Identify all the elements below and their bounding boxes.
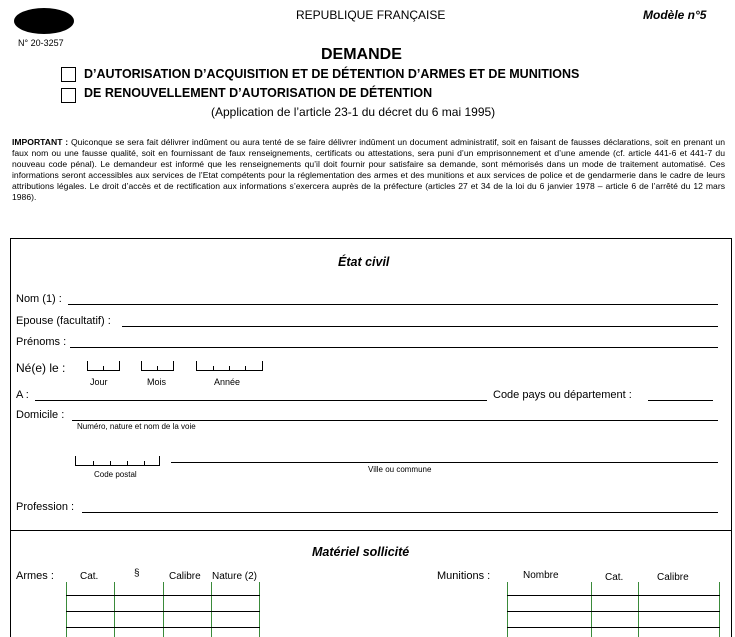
page-title: DEMANDE — [321, 46, 402, 63]
jour-field[interactable] — [87, 361, 120, 371]
prenoms-field[interactable] — [70, 347, 718, 348]
domicile-field[interactable] — [72, 420, 718, 421]
lieu-label: A : — [16, 389, 29, 401]
republique-heading: REPUBLIQUE FRANÇAISE — [296, 8, 446, 22]
armes-cat-header: Cat. — [80, 571, 99, 582]
cerfa-number: N° 20-3257 — [18, 38, 64, 48]
prenoms-label: Prénoms : — [16, 336, 67, 348]
armes-label: Armes : — [16, 570, 54, 582]
section-divider — [10, 530, 732, 531]
mois-label: Mois — [147, 377, 167, 387]
munitions-cat-header: Cat. — [605, 572, 624, 583]
renewal-option-label: DE RENOUVELLEMENT D’AUTORISATION DE DÉTENTION — [84, 86, 433, 100]
important-text: Quiconque se sera fait délivrer indûment ou aura tenté de se faire délivrer indûment un document administratif, soit en faisant de fausses déclarations, soit en prenant un faux nom ou une fausse qualité, soit en fournissant de faux renseignements, certificats ou attestations, sera puni d’un emprisonnement et d’une amende (cf. article 441-6 et 441-7 du nouveau code pénal). Le demandeur est informé que les renseignements qu’il doit fournir pour satisfaire sa demande, sont mémorisés dans un mode de traitement automatisé. Ces informations seront accessibles aux services de l’Etat compétents pour la réglementation des armes et des munitions et aux services de police et de gendarmerie dans le cadre de leurs attributions légales. Le droit d’accès et de rectification aux informations s’exercera auprès de la préfecture (articles 27 et 34 de la loi du 6 janvier 1978 – article 6 de l’arrêté du 12 mars 1986). — [12, 137, 725, 202]
code-postal-field[interactable] — [75, 456, 160, 466]
renewal-checkbox[interactable] — [61, 88, 76, 103]
armes-grid[interactable] — [66, 582, 260, 637]
domicile-label: Domicile : — [16, 409, 65, 421]
code-pays-label: Code pays ou département : — [493, 389, 632, 401]
armes-paragraphe-header: § — [134, 568, 140, 579]
jour-label: Jour — [90, 377, 108, 387]
application-note: (Application de l’article 23-1 du décret du 6 mai 1995) — [211, 105, 496, 119]
ville-field[interactable] — [171, 462, 718, 463]
etat-civil-title: État civil — [338, 255, 390, 269]
code-pays-field[interactable] — [648, 400, 713, 401]
epouse-label: Epouse (facultatif) : — [16, 315, 111, 327]
annee-field[interactable] — [196, 361, 263, 371]
nom-label: Nom (1) : — [16, 293, 62, 305]
epouse-field[interactable] — [122, 326, 718, 327]
munitions-calibre-header: Calibre — [657, 572, 689, 583]
profession-field[interactable] — [82, 512, 718, 513]
acquisition-checkbox[interactable] — [61, 67, 76, 82]
armes-calibre-header: Calibre — [169, 571, 201, 582]
voie-hint: Numéro, nature et nom de la voie — [77, 422, 196, 431]
important-label: IMPORTANT : — [12, 137, 69, 147]
modele-number: Modèle n°5 — [643, 8, 707, 22]
ville-label: Ville ou commune — [368, 465, 432, 474]
armes-nature-header: Nature (2) — [212, 571, 258, 582]
nom-field[interactable] — [68, 304, 718, 305]
code-postal-label: Code postal — [94, 470, 137, 479]
profession-label: Profession : — [16, 501, 75, 513]
mois-field[interactable] — [141, 361, 174, 371]
form-frame — [10, 238, 732, 637]
important-notice — [12, 137, 725, 203]
munitions-nombre-header: Nombre — [523, 570, 559, 581]
ne-le-label: Né(e) le : — [16, 361, 66, 375]
munitions-grid[interactable] — [507, 582, 720, 637]
annee-label: Année — [214, 377, 241, 387]
republic-logo — [14, 8, 74, 34]
acquisition-option-label: D’AUTORISATION D’ACQUISITION ET DE DÉTENTION D’ARMES ET DE MUNITIONS — [84, 67, 580, 81]
munitions-label: Munitions : — [437, 570, 491, 582]
materiel-title: Matériel sollicité — [312, 545, 410, 559]
lieu-field[interactable] — [35, 400, 487, 401]
